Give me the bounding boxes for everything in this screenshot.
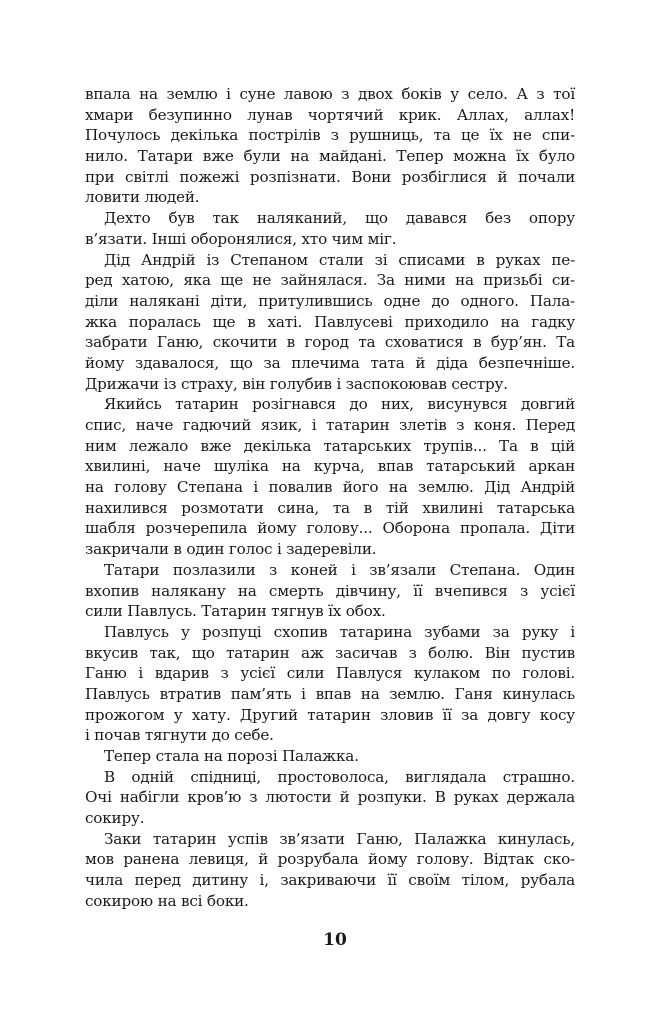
text-line: Павлусь втратив пам’ять і впав на землю. Ганя кинулась xyxy=(85,684,575,703)
text-line: Павлусь у розпуці схопив татарина зубами за руку і xyxy=(104,622,575,641)
text-line: хвилині, наче шуліка на курча, впав татарський аркан xyxy=(85,457,575,476)
text-line: діли налякані діти, притулившись одне до одного. Пала- xyxy=(85,291,575,310)
text-line: при світлі пожежі розпізнати. Вони розбіглися й почали xyxy=(85,167,575,186)
text-line: спис, наче гадючий язик, і татарин злетів з коня. Перед xyxy=(85,416,575,434)
paragraph xyxy=(85,622,575,746)
text-line: нахилився розмотати сина, та в тій хвилині татарська xyxy=(85,498,575,517)
text-line: ним лежало вже декілька татарських трупів... Та в цій xyxy=(85,436,575,455)
text-line: прожогом у хату. Другий татарин зловив її за довгу косу xyxy=(85,705,575,724)
text-line: забрати Ганю, скочити в город та сховатися в бур’ян. Та xyxy=(85,333,575,352)
paragraph xyxy=(85,250,575,395)
text-line: вкусив так, що татарин аж засичав з болю. Він пустив xyxy=(85,643,575,662)
text-line: вхопив налякану на смерть дівчину, її вчепився з усієї xyxy=(85,581,575,600)
paragraph xyxy=(85,208,575,249)
paragraph xyxy=(85,767,575,829)
paragraph xyxy=(85,829,575,912)
text-line: закричали в один голос і задеревіли. xyxy=(85,540,377,559)
text-line: на голову Степана і повалив його на землю. Дід Андрій xyxy=(85,478,575,497)
text-line: Дехто був так наляканий, що давався без опору xyxy=(104,209,575,228)
text-line: Дід Андрій із Степаном стали зі списами в руках пе- xyxy=(104,250,575,269)
text-line: ред хатою, яка ще не зайнялася. За ними на призьбі си- xyxy=(85,271,575,290)
paragraph xyxy=(85,84,575,208)
body-text xyxy=(85,84,575,912)
text-line: чила перед дитину і, закриваючи її своїм тілом, рубала xyxy=(85,871,575,890)
text-line: сокиру. xyxy=(85,809,145,828)
text-line: Заки татарин успів зв’язати Ганю, Палажка кинулась, xyxy=(104,829,575,848)
text-line: впала на землю і суне лавою з двох боків у село. А з тої xyxy=(85,85,575,103)
paragraph xyxy=(85,746,575,767)
text-line: Тепер стала на порозі Палажка. xyxy=(104,747,359,765)
page-number: 10 xyxy=(323,930,347,950)
text-line: В одній спідниці, простоволоса, виглядала страшно. xyxy=(104,767,575,786)
text-line: Якийсь татарин розігнався до них, висунувся довгий xyxy=(104,395,575,414)
text-line: Татари позлазили з коней і зв’язали Степана. Один xyxy=(104,560,575,579)
text-line: Дрижачи із страху, він голубив і заспокоював сестру. xyxy=(85,374,508,393)
text-line: Почулось декілька пострілів з рушниць, та це їх не спи- xyxy=(85,126,575,145)
text-line: сили Павлусь. Татарин тягнув їх обох. xyxy=(85,602,386,621)
text-line: Очі набігли кров’ю з лютости й розпуки. В руках держала xyxy=(85,788,575,807)
text-line: жка поралась ще в хаті. Павлусеві приходило на гадку xyxy=(85,312,575,331)
paragraph xyxy=(85,560,575,622)
text-line: Ганю і вдарив з усієї сили Павлуся кулаком по голові. xyxy=(85,664,575,683)
text-line: сокирою на всі боки. xyxy=(85,891,249,910)
text-line: хмари безупинно лунав чортячий крик. Аллах, аллах! xyxy=(85,105,575,124)
text-line: нило. Татари вже були на майдані. Тепер можна їх було xyxy=(85,147,575,166)
text-line: мов ранена левиця, й розрубала йому голову. Відтак ско- xyxy=(85,850,575,869)
text-line: в’язати. Інші оборонялися, хто чим міг. xyxy=(85,229,397,248)
text-line: шабля розчерепила йому голову... Оборона пропала. Діти xyxy=(85,519,575,538)
paragraph xyxy=(85,394,575,560)
text-line: йому здавалося, що за плечима тата й діда безпечніше. xyxy=(85,353,575,372)
text-line: ловити людей. xyxy=(85,188,200,207)
text-line: і почав тягнути до себе. xyxy=(85,726,274,745)
